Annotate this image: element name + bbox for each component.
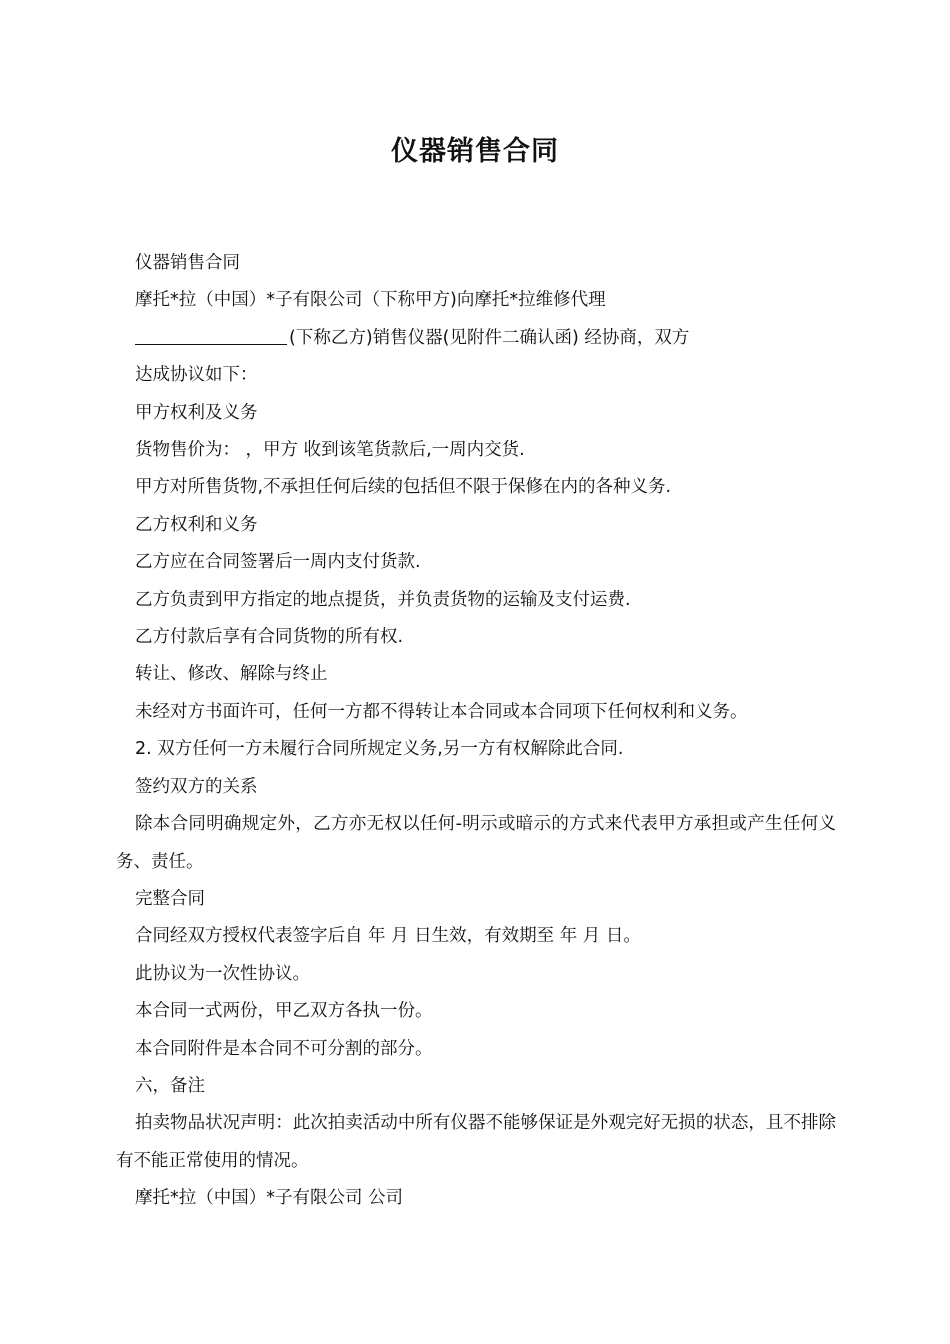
text-line: 甲方对所售货物,不承担任何后续的包括但不限于保修在内的各种义务. xyxy=(135,477,672,498)
text-line: 乙方付款后享有合同货物的所有权. xyxy=(135,627,404,648)
text-line: 摩托*拉（中国）*子有限公司（下称甲方)向摩托*拉维修代理 xyxy=(135,290,606,311)
text-line: 乙方负责到甲方指定的地点提货，并负责货物的运输及支付运费. xyxy=(135,589,631,610)
text-segment: (下称乙方)销售仪器(见附件二确认函) 经协商，双方 xyxy=(289,327,690,348)
text-paragraph: 除本合同明确规定外，乙方亦无权以任何-明示或暗示的方式来代表甲方承担或产生任何义务、责任。 xyxy=(116,814,836,872)
text-line: 仪器销售合同 xyxy=(135,253,240,273)
blank-field xyxy=(135,326,287,345)
text-line: 合同经双方授权代表签字后自 年 月 日生效，有效期至 年 月 日。 xyxy=(135,926,641,947)
text-paragraph: 拍卖物品状况声明：此次拍卖活动中所有仪器不能够保证是外观完好无损的状态，且不排除有不能正常使用的情况。 xyxy=(116,1113,836,1171)
section-heading: 转让、修改、解除与终止 xyxy=(135,664,328,685)
section-heading: 完整合同 xyxy=(135,888,205,909)
text-line: 乙方应在合同签署后一周内支付货款. xyxy=(135,552,421,573)
text-line: 本合同一式两份，甲乙双方各执一份。 xyxy=(135,1001,433,1022)
text-line: 货物售价为： ，甲方 收到该笔货款后,一周内交货. xyxy=(135,440,525,461)
text-line: 2. 双方任何一方未履行合同所规定义务,另一方有权解除此合同. xyxy=(135,739,624,760)
section-heading: 六，备注 xyxy=(135,1075,205,1096)
document-body xyxy=(116,245,836,1218)
text-line: 达成协议如下： xyxy=(135,365,258,386)
text-line: 此协议为一次性协议。 xyxy=(135,963,310,984)
section-heading: 甲方权利及义务 xyxy=(135,402,258,423)
document-title: 仪器销售合同 xyxy=(391,136,559,167)
text-line: 本合同附件是本合同不可分割的部分。 xyxy=(135,1038,433,1059)
text-line-with-blank xyxy=(116,320,836,357)
signature-line: 摩托*拉（中国）*子有限公司 公司 xyxy=(135,1188,404,1209)
section-heading: 签约双方的关系 xyxy=(135,776,258,797)
section-heading: 乙方权利和义务 xyxy=(135,514,258,535)
text-line: 未经对方书面许可，任何一方都不得转让本合同或本合同项下任何权利和义务。 xyxy=(135,701,748,722)
